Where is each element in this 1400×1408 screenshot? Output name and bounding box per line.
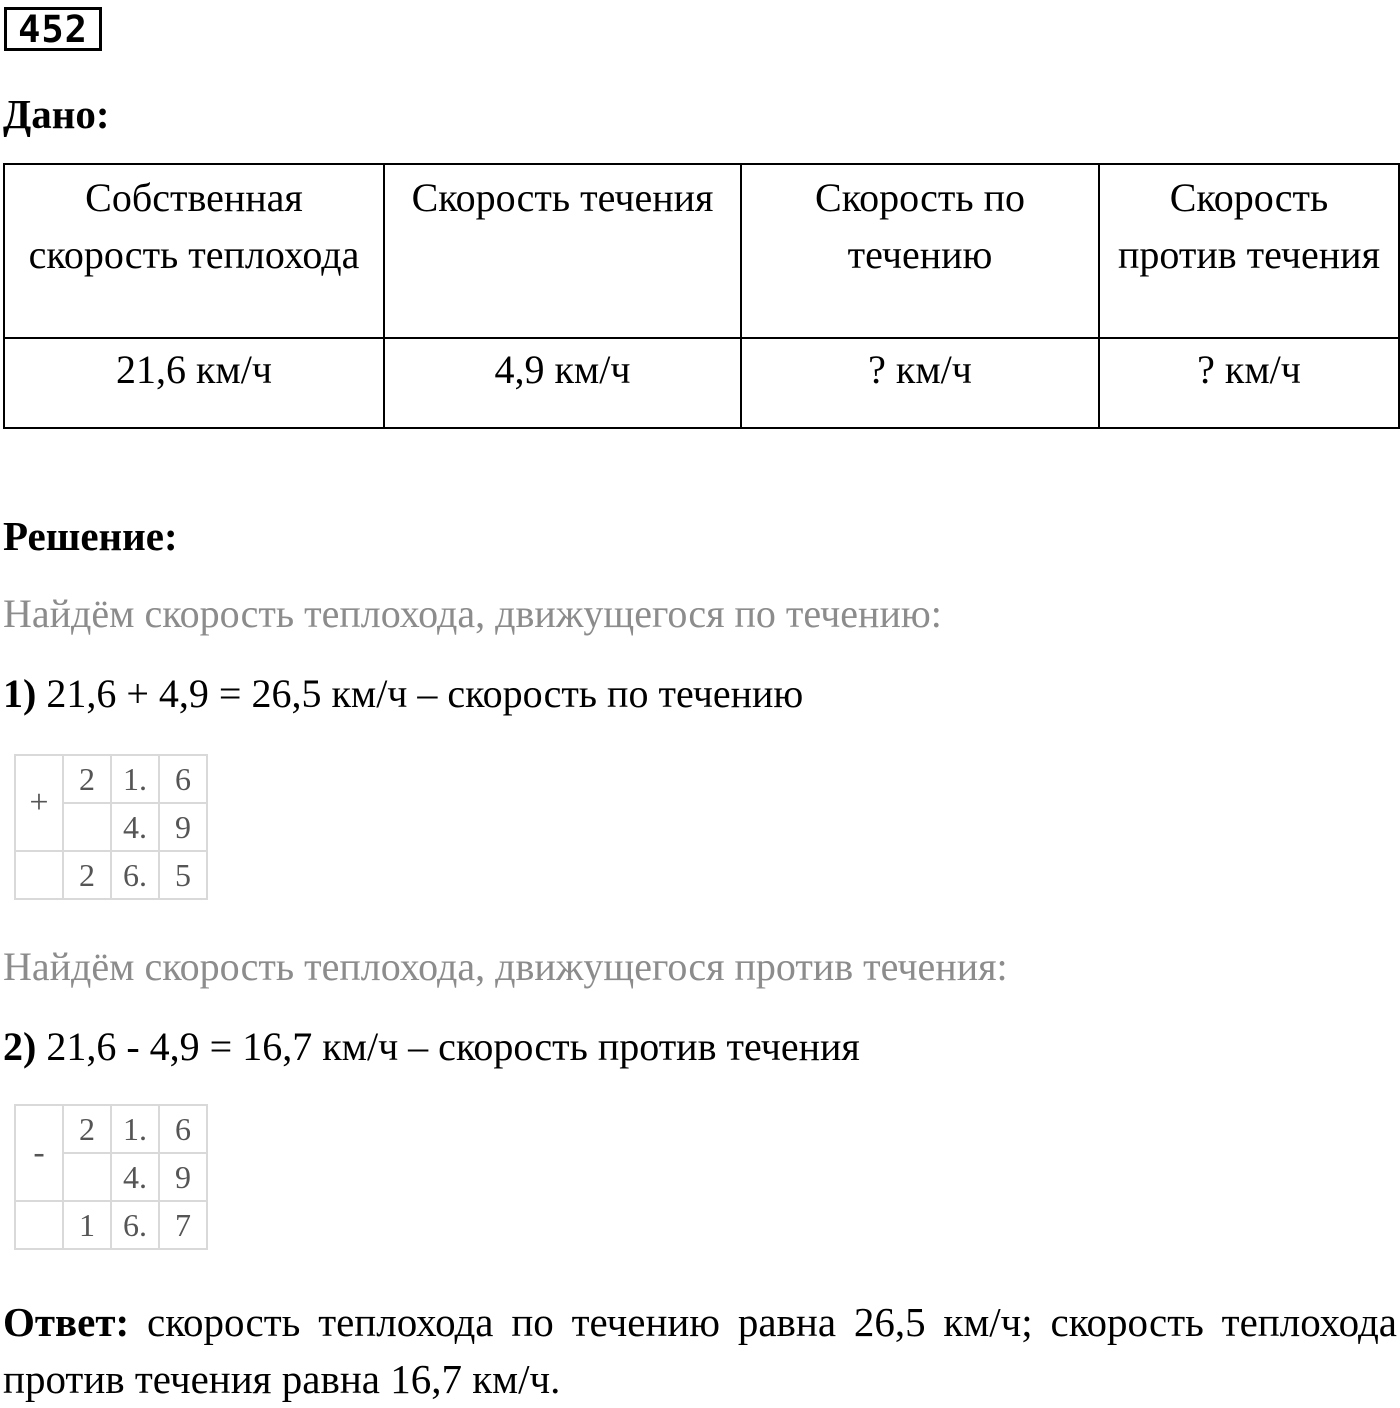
given-table-value-row	[4, 338, 1399, 428]
addition-row-1	[15, 755, 207, 803]
step1-intro: Найдём скорость теплохода, движущегося по течению:	[3, 591, 942, 636]
subtraction-digit: 6	[159, 1105, 207, 1153]
addition-digit	[63, 803, 111, 851]
value-current-speed: 4,9 км/ч	[384, 338, 741, 428]
subtraction-digit: 4.	[111, 1153, 159, 1201]
header-upstream-speed: Скорость против течения	[1099, 164, 1399, 338]
addition-digit: 2	[63, 755, 111, 803]
addition-result-row	[15, 851, 207, 899]
subtraction-digit: 2	[63, 1105, 111, 1153]
subtraction-row-1	[15, 1105, 207, 1153]
step2-number: 2)	[3, 1024, 37, 1069]
step2-expression-line	[3, 1023, 860, 1071]
header-downstream-speed: Скорость по течению	[741, 164, 1099, 338]
subtraction-result-digit: 1	[63, 1201, 111, 1249]
subtraction-empty-cell	[15, 1201, 63, 1249]
header-own-speed: Собственная скорость теплохода	[4, 164, 384, 338]
subtraction-operator: -	[15, 1105, 63, 1201]
step2-intro: Найдём скорость теплохода, движущегося против течения:	[3, 944, 1008, 989]
addition-column	[14, 754, 208, 900]
step1-number: 1)	[3, 671, 37, 716]
step2-expression: 21,6 - 4,9 = 16,7 км/ч – скорость против течения	[46, 1024, 860, 1069]
addition-digit: 1.	[111, 755, 159, 803]
subtraction-digit: 9	[159, 1153, 207, 1201]
subtraction-result-digit: 6.	[111, 1201, 159, 1249]
subtraction-result-digit: 7	[159, 1201, 207, 1249]
step1-expression: 21,6 + 4,9 = 26,5 км/ч – скорость по течению	[46, 671, 804, 716]
addition-result-digit: 5	[159, 851, 207, 899]
subtraction-column	[14, 1104, 208, 1250]
addition-digit: 6	[159, 755, 207, 803]
solution-heading: Решение:	[3, 513, 178, 559]
addition-result-digit: 6.	[111, 851, 159, 899]
addition-operator: +	[15, 755, 63, 851]
given-table	[3, 163, 1400, 429]
step1-expression-line	[3, 670, 803, 718]
answer-paragraph	[3, 1294, 1397, 1408]
value-downstream-speed: ? км/ч	[741, 338, 1099, 428]
addition-digit: 4.	[111, 803, 159, 851]
addition-result-digit: 2	[63, 851, 111, 899]
task-number: 452	[4, 7, 102, 51]
given-table-header-row	[4, 164, 1399, 338]
header-current-speed: Скорость течения	[384, 164, 741, 338]
answer-text: скорость теплохода по течению равна 26,5 км/ч; скорость теплохода против течения равна 16,7 км/ч.	[3, 1299, 1397, 1402]
subtraction-result-row	[15, 1201, 207, 1249]
answer-label: Ответ:	[3, 1299, 130, 1345]
addition-empty-cell	[15, 851, 63, 899]
subtraction-digit	[63, 1153, 111, 1201]
value-upstream-speed: ? км/ч	[1099, 338, 1399, 428]
subtraction-digit: 1.	[111, 1105, 159, 1153]
addition-digit: 9	[159, 803, 207, 851]
given-heading: Дано:	[3, 91, 110, 137]
value-own-speed: 21,6 км/ч	[4, 338, 384, 428]
